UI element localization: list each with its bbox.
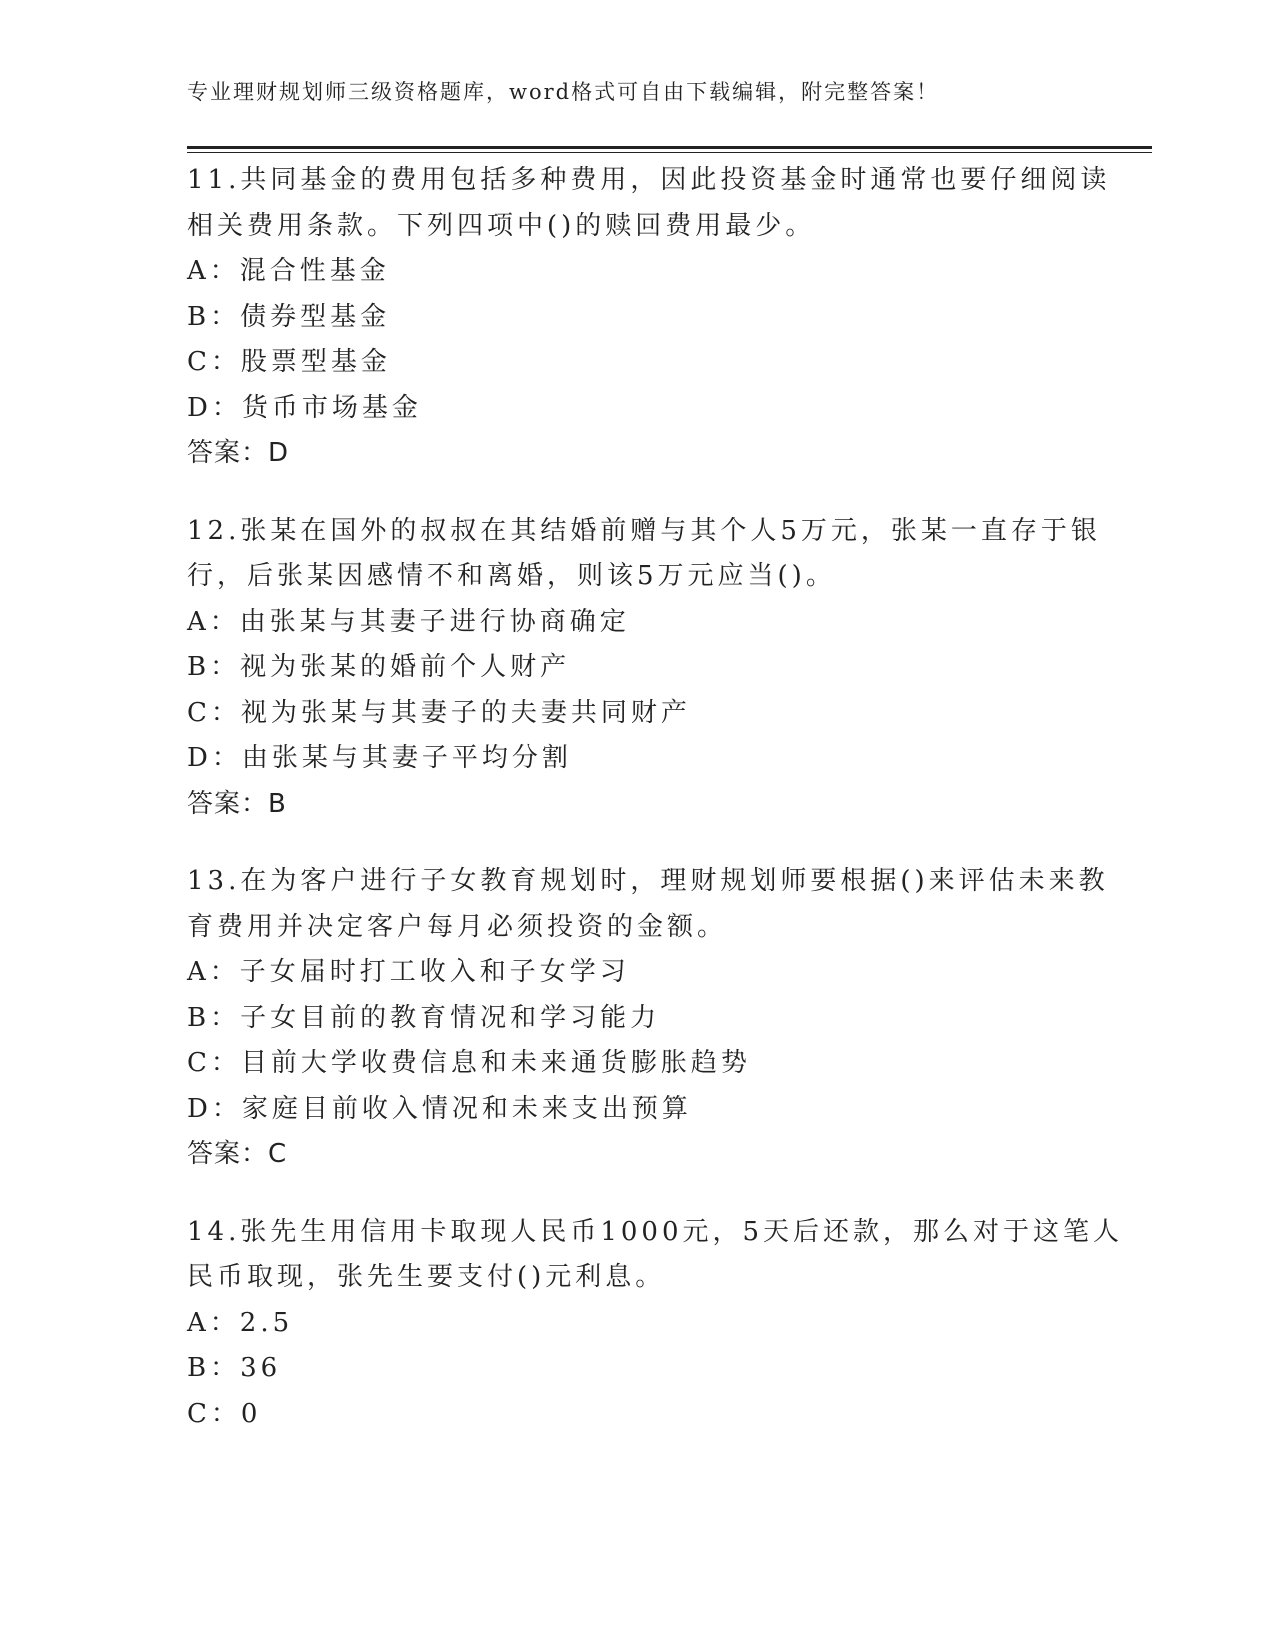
question-13: [187, 859, 1109, 1178]
question-11: [187, 158, 1111, 477]
question-12: [187, 509, 1101, 828]
answer-label: 答案：B: [187, 788, 287, 819]
option-a: A：2.5: [187, 1307, 294, 1338]
option-a: A：由张某与其妻子进行协商确定: [187, 606, 630, 637]
question-text: 行，后张某因感情不和离婚，则该5万元应当()。: [187, 561, 836, 591]
question-text: 13.在为客户进行子女教育规划时，理财规划师要根据()来评估未来教: [187, 866, 1109, 896]
option-c: C：视为张某与其妻子的夫妻共同财产: [187, 697, 691, 728]
option-a: A：子女届时打工收入和子女学习: [187, 957, 630, 987]
option-d: D：由张某与其妻子平均分割: [187, 743, 572, 773]
option-b: B：36: [187, 1353, 282, 1383]
answer-label: 答案：C: [187, 1139, 288, 1169]
question-text: 12.张某在国外的叔叔在其结婚前赠与其个人5万元，张某一直存于银: [187, 515, 1101, 546]
option-d: D：货币市场基金: [187, 392, 422, 423]
option-a: A：混合性基金: [187, 256, 390, 286]
option-c: C：目前大学收费信息和未来通货膨胀趋势: [187, 1048, 751, 1078]
option-b: B：债券型基金: [187, 301, 391, 332]
header-rule-thin: [187, 152, 1152, 153]
answer-label: 答案：D: [187, 438, 290, 468]
option-b: B：子女目前的教育情况和学习能力: [187, 1002, 661, 1033]
question-text: 民币取现，张先生要支付()元利息。: [187, 1262, 666, 1292]
option-d: D：家庭目前收入情况和未来支出预算: [187, 1093, 692, 1124]
question-14: [187, 1210, 1124, 1438]
question-text: 相关费用条款。下列四项中()的赎回费用最少。: [187, 210, 816, 241]
question-text: 14.张先生用信用卡取现人民币1000元，5天后还款，那么对于这笔人: [187, 1216, 1124, 1247]
question-text: 育费用并决定客户每月必须投资的金额。: [187, 911, 728, 942]
header-rule-thick: [187, 146, 1152, 149]
option-c: C：股票型基金: [187, 347, 391, 377]
question-list: [187, 158, 1124, 1469]
question-text: 11.共同基金的费用包括多种费用，因此投资基金时通常也要仔细阅读: [187, 165, 1111, 195]
page-header: 专业理财规划师三级资格题库，word格式可自由下载编辑，附完整答案！: [187, 80, 940, 104]
option-c: C：0: [187, 1398, 262, 1429]
option-b: B：视为张某的婚前个人财产: [187, 652, 571, 682]
